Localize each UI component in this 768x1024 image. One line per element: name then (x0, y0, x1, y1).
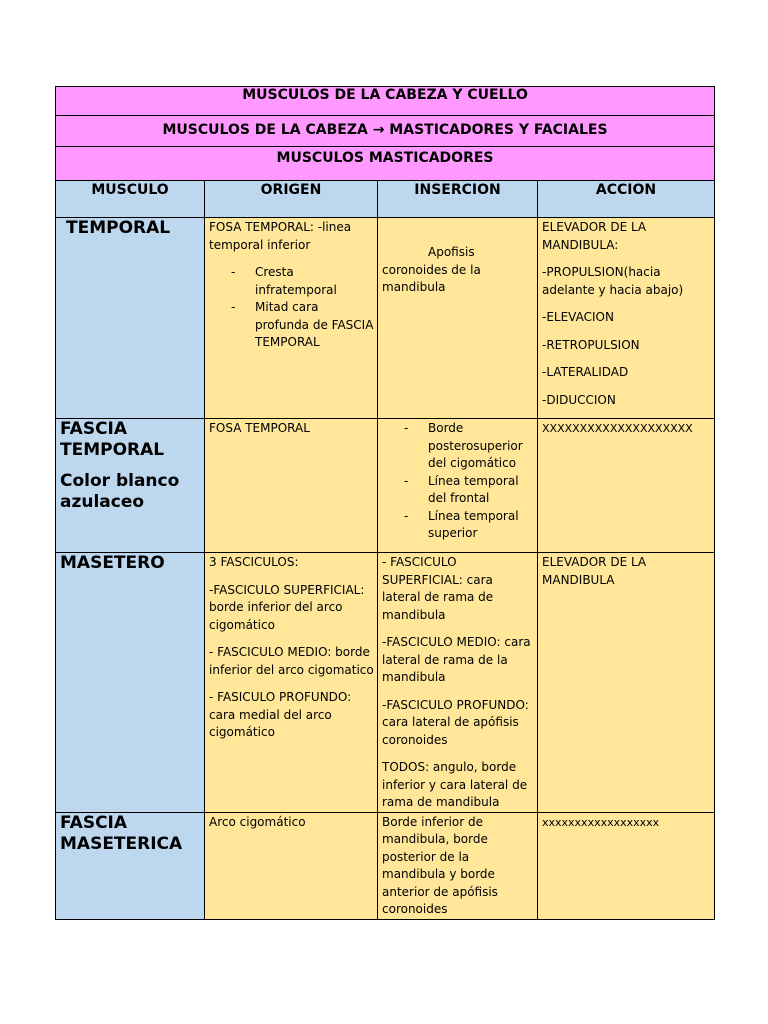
origen-cell (205, 812, 378, 919)
origen-text: FOSA TEMPORAL: -linea temporal inferior (209, 220, 352, 252)
muscle-note: Color blanco azulaceo (60, 471, 180, 512)
list-item: - Borde posterosuperior del cigomático (382, 420, 534, 473)
accion-line: -ELEVACION (542, 310, 614, 324)
insercion-list (382, 420, 534, 543)
insercion-line: -FASCICULO PROFUNDO: cara lateral de apófisis coronoides (382, 697, 529, 747)
accion-text: xxxxxxxxxxxxxxxxxx (542, 815, 660, 829)
list-item: - Línea temporal del frontal (382, 473, 534, 508)
header-musculo: MUSCULO (56, 181, 205, 218)
origen-line: - FASCICULO MEDIO: borde inferior del arco cigomatico (209, 645, 374, 677)
origen-cell (205, 419, 378, 553)
accion-cell (538, 218, 715, 419)
origen-line: 3 FASCICULOS: (209, 555, 299, 569)
list-item: - Línea temporal superior (382, 508, 534, 543)
insercion-line: -FASCICULO MEDIO: cara lateral de rama de la mandibula (382, 635, 531, 684)
origen-text: Arco cigomático (209, 814, 306, 829)
muscle-name-line: MASETERO (60, 553, 165, 573)
accion-cell (538, 553, 715, 813)
insercion-text: Apofisis coronoides de la mandibula (382, 245, 481, 294)
section-title: MUSCULOS MASTICADORES (56, 147, 715, 181)
insercion-cell (378, 419, 538, 553)
table-row (56, 218, 715, 419)
accion-line: -DIDUCCION (542, 392, 616, 407)
muscle-name (56, 812, 205, 919)
accion-cell (538, 419, 715, 553)
list-item: - Cresta infratemporal (209, 264, 374, 299)
insercion-cell (378, 218, 538, 419)
muscle-name-line: FASCIA MASETERICA (60, 812, 183, 854)
accion-line: -RETROPULSION (542, 337, 640, 352)
origen-line: - FASICULO PROFUNDO: cara medial del arco cigomático (209, 690, 352, 739)
insercion-text: Borde inferior de mandibula, borde posterior de la mandibula y borde anterior de apófisis coronoides (382, 814, 498, 916)
table-title: MUSCULOS DE LA CABEZA Y CUELLO (56, 87, 715, 116)
insercion-line: TODOS: angulo, borde inferior y cara lateral de rama de mandibula (382, 760, 528, 809)
table-subtitle: MUSCULOS DE LA CABEZA → MASTICADORES Y FACIALES (56, 116, 715, 147)
header-origen: ORIGEN (205, 181, 378, 218)
origen-text: FOSA TEMPORAL (209, 421, 310, 435)
accion-cell (538, 812, 715, 919)
origen-cell (205, 553, 378, 813)
muscle-name (56, 553, 205, 813)
header-accion: ACCION (538, 181, 715, 218)
muscle-name (56, 218, 205, 419)
origen-cell (205, 218, 378, 419)
accion-text: XXXXXXXXXXXXXXXXXXXX (542, 422, 693, 435)
table-row (56, 553, 715, 813)
insercion-cell (378, 812, 538, 919)
accion-line: -LATERALIDAD (542, 365, 629, 379)
origen-line: -FASCICULO SUPERFICIAL: borde inferior del arco cigomático (209, 582, 365, 632)
insercion-cell (378, 553, 538, 813)
table-row (56, 812, 715, 919)
accion-line: -PROPULSION(hacia adelante y hacia abajo) (542, 265, 684, 297)
origen-list (209, 264, 374, 352)
muscle-table (55, 86, 715, 920)
list-item: - Mitad cara profunda de FASCIA TEMPORAL (209, 299, 374, 352)
muscle-name-line: FASCIA TEMPORAL (60, 419, 165, 460)
insercion-line: - FASCICULO SUPERFICIAL: cara lateral de rama de mandibula (382, 555, 494, 622)
header-insercion: INSERCION (378, 181, 538, 218)
accion-text: ELEVADOR DE LA MANDIBULA (542, 555, 647, 587)
muscle-name-line: TEMPORAL (66, 218, 171, 238)
muscle-name (56, 419, 205, 553)
table-row (56, 419, 715, 553)
accion-line: ELEVADOR DE LA MANDIBULA: (542, 220, 647, 252)
